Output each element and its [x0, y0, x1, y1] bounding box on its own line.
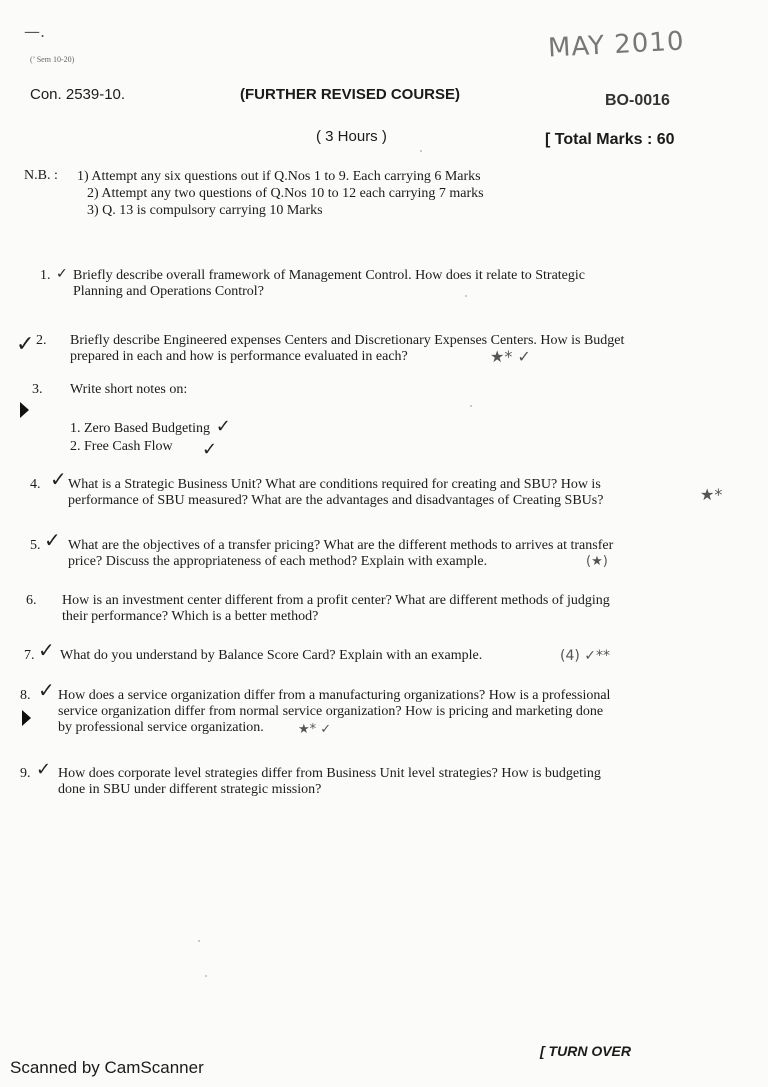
scan-speck — [198, 940, 200, 942]
question-number: 1. — [40, 268, 51, 283]
check-mark-icon: ✓ — [50, 467, 67, 491]
check-mark-icon: ✓ — [38, 638, 55, 662]
scan-speck — [205, 975, 207, 977]
short-note-item: 1. Zero Based Budgeting ✓ — [70, 416, 231, 437]
handwritten-mark: —. — [24, 22, 46, 41]
bullet-marker — [20, 402, 29, 418]
check-mark-icon: ✓ — [56, 266, 68, 282]
handwritten-star-icon: ★* ✓ — [298, 722, 332, 737]
handwritten-star-icon: ★* ✓ — [490, 347, 531, 366]
total-marks: [ Total Marks : 60 — [545, 131, 675, 148]
question-text-line: service organization differ from normal service organization? How is pricing and marketing done — [58, 704, 604, 719]
question-text-line: What are the objectives of a transfer pricing? What are the different methods to arrives at transfer — [68, 538, 614, 553]
question-number: 9. — [20, 766, 31, 781]
question-text-line: performance of SBU measured? What are the advantages and disadvantages of Creating SBUs? — [68, 493, 604, 508]
scan-speck — [465, 295, 467, 297]
question-text-line: Briefly describe overall framework of Management Control. How does it relate to Strategic — [73, 268, 585, 283]
nb-line-1: 1) Attempt any six questions out if Q.Nos 1 to 9. Each carrying 6 Marks — [77, 169, 481, 184]
scan-speck — [470, 405, 472, 407]
question-text-line: their performance? Which is a better method? — [62, 609, 319, 624]
check-mark-icon: ✓ — [38, 678, 55, 702]
question-text-line: Write short notes on: — [70, 382, 188, 397]
question-text-line: price? Discuss the appropriateness of each method? Explain with example. — [68, 554, 488, 569]
question-text-line: Planning and Operations Control? — [73, 284, 264, 299]
question-text-line: What do you understand by Balance Score Card? Explain with an example. — [60, 648, 483, 663]
question-text-line: by professional service organization. — [58, 720, 264, 735]
question-number: 2. — [36, 333, 47, 348]
course-title: (FURTHER REVISED COURSE) — [240, 86, 461, 103]
duration: ( 3 Hours ) — [316, 128, 387, 145]
short-note-item: 2. Free Cash Flow — [70, 439, 173, 454]
scanner-watermark: Scanned by CamScanner — [6, 1058, 208, 1078]
question-number: 5. — [30, 538, 41, 553]
question-text-line: What is a Strategic Business Unit? What are conditions required for creating and SBU? How is — [68, 477, 601, 492]
question-text-line: Briefly describe Engineered expenses Centers and Discretionary Expenses Centers. How is Budget — [70, 333, 625, 348]
nb-label: N.B. : — [24, 168, 58, 183]
question-number: 3. — [32, 382, 43, 397]
check-mark-icon: ✓ — [16, 332, 35, 357]
question-text-line: How does a service organization differ from a manufacturing organizations? How is a professional — [58, 688, 611, 703]
nb-instructions — [77, 168, 484, 219]
handwritten-date: MAY 2010 — [547, 26, 686, 64]
paper-code: BO-0016 — [605, 92, 670, 109]
small-code: (’ Sem 10-20) — [30, 55, 75, 64]
handwritten-star-icon: ★* — [700, 485, 723, 504]
turn-over-note: [ TURN OVER — [540, 1043, 631, 1059]
question-text-line: How does corporate level strategies differ from Business Unit level strategies? How is budgeting — [58, 766, 601, 781]
question-number: 6. — [26, 593, 37, 608]
check-mark-icon: ✓ — [44, 528, 61, 552]
question-text-line: done in SBU under different strategic mission? — [58, 782, 322, 797]
bullet-marker — [22, 710, 31, 726]
nb-line-3: 3) Q. 13 is compulsory carrying 10 Marks — [87, 203, 323, 218]
paper-con-number: Con. 2539-10. — [30, 86, 126, 103]
check-mark-icon: ✓ — [202, 439, 218, 460]
question-text-line: How is an investment center different from a profit center? What are different methods of judging — [62, 593, 610, 608]
nb-line-2: 2) Attempt any two questions of Q.Nos 10 to 12 each carrying 7 marks — [87, 186, 484, 201]
handwritten-mark: (4) ✓** — [560, 648, 611, 664]
question-number: 8. — [20, 688, 31, 703]
handwritten-mark: (★) — [586, 554, 608, 569]
scan-speck — [420, 150, 422, 152]
question-text-line: prepared in each and how is performance evaluated in each? — [70, 349, 408, 364]
question-number: 7. — [24, 648, 35, 663]
check-mark-icon: ✓ — [36, 759, 52, 780]
question-number: 4. — [30, 477, 41, 492]
